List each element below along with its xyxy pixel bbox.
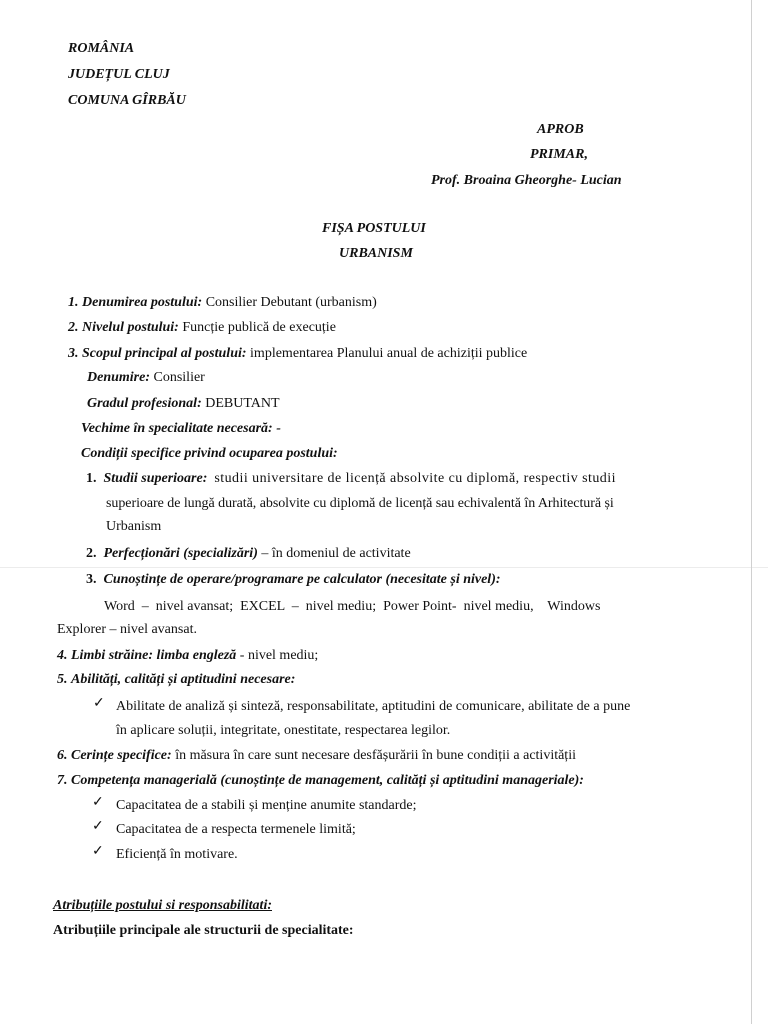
condition-computer-skills: [86, 572, 501, 588]
item-number: 4.: [57, 648, 68, 663]
header-country: ROMÂNIA: [68, 41, 135, 56]
item-value: în măsura în care sunt necesare desfășurării în bune condiții a activității: [175, 748, 576, 763]
item-value: Consilier: [153, 370, 205, 385]
approval-mayor: PRIMAR,: [530, 147, 588, 162]
managerial-bullet: Eficiență în motivare.: [116, 847, 238, 862]
item-number: 5.: [57, 672, 68, 687]
item-number: 1.: [86, 471, 97, 486]
condition-computer-skills-line1: Word – nivel avansat; EXCEL – nivel mediu; Power Point- nivel mediu, Windows: [104, 599, 601, 614]
item-specific-requirements: [57, 748, 576, 764]
item-label: Denumirea postului:: [82, 295, 203, 310]
item-value: - nivel mediu;: [239, 648, 319, 663]
item-label: Perfecționări (specializări): [103, 546, 258, 561]
item-number: 7.: [57, 773, 68, 788]
item-value: Funcție publică de execuție: [182, 320, 336, 335]
item-label: Cunoștințe de operare/programare pe calculator (necesitate și nivel):: [103, 572, 501, 587]
managerial-bullet: Capacitatea de a respecta termenele limită;: [116, 822, 356, 837]
item-label: Scopul principal al postului:: [82, 346, 247, 361]
checkmark-icon: ✓: [92, 795, 104, 810]
checkmark-icon: ✓: [93, 696, 105, 711]
item-managerial-competence: [57, 773, 584, 789]
item-label: Abilități, calități și aptitudini necesare:: [71, 672, 296, 687]
item-number: 3.: [86, 572, 97, 587]
checkmark-icon: ✓: [92, 819, 104, 834]
item-number: 2.: [68, 320, 79, 335]
item-label: Competența managerială (cunoștințe de management, calități și aptitudini manageriale):: [71, 773, 584, 788]
scan-line: [0, 567, 768, 568]
item-value: – în domeniul de activitate: [261, 546, 411, 561]
page-edge-shadow: [751, 0, 752, 1024]
item-seniority: Vechime în specialitate necesară: -: [81, 421, 281, 436]
item-label: Denumire:: [87, 370, 150, 385]
item-label: Cerințe specifice:: [71, 748, 172, 763]
header-county: JUDEȚUL CLUJ: [68, 67, 170, 82]
condition-studies-line2: superioare de lungă durată, absolvite cu diplomă de licență sau echivalentă în Arhitectură și: [106, 496, 614, 511]
document-subtitle: URBANISM: [339, 246, 413, 261]
abilities-bullet-line2: în aplicare soluții, integritate, onestitate, respectarea legilor.: [116, 723, 451, 738]
item-number: 1.: [68, 295, 79, 310]
item-job-name: [68, 295, 377, 311]
approval-name: Prof. Broaina Gheorghe- Lucian: [431, 173, 622, 188]
item-job-level: [68, 320, 336, 336]
item-value: implementarea Planului anual de achiziții publice: [250, 346, 528, 361]
checkmark-icon: ✓: [92, 844, 104, 859]
item-foreign-languages: [57, 648, 318, 664]
managerial-bullet: Capacitatea de a stabili și menține anumite standarde;: [116, 798, 417, 813]
item-label: Limbi străine: limba engleză: [71, 648, 237, 663]
item-label: Nivelul postului:: [82, 320, 179, 335]
item-abilities: [57, 672, 295, 688]
item-specific-conditions: Condiții specifice privind ocuparea postului:: [81, 446, 338, 461]
condition-studies: [86, 471, 616, 487]
item-job-scope: [68, 346, 527, 362]
document-title: FIȘA POSTULUI: [322, 221, 426, 236]
abilities-bullet-line1: Abilitate de analiză și sinteză, responsabilitate, aptitudini de comunicare, abilitate de a pune: [116, 699, 631, 714]
item-number: 2.: [86, 546, 97, 561]
item-number: 6.: [57, 748, 68, 763]
item-professional-grade: [87, 396, 280, 412]
condition-training: [86, 546, 411, 562]
item-number: 3.: [68, 346, 79, 361]
item-denomination: [87, 370, 205, 386]
duties-heading: Atribuțiile postului si responsabilitati:: [53, 898, 272, 913]
item-label: Studii superioare:: [103, 471, 208, 486]
condition-computer-skills-line2: Explorer – nivel avansat.: [57, 622, 197, 637]
item-value: studii universitare de licență absolvite cu diplomă, respectiv studii: [214, 471, 616, 486]
item-value: Consilier Debutant (urbanism): [205, 295, 377, 310]
header-commune: COMUNA GÎRBĂU: [68, 93, 186, 108]
duties-subheading: Atribuțiile principale ale structurii de specialitate:: [53, 923, 354, 938]
item-value: DEBUTANT: [205, 396, 280, 411]
item-label: Gradul profesional:: [87, 396, 202, 411]
condition-studies-line3: Urbanism: [106, 519, 162, 534]
approval-approve: APROB: [537, 122, 584, 137]
